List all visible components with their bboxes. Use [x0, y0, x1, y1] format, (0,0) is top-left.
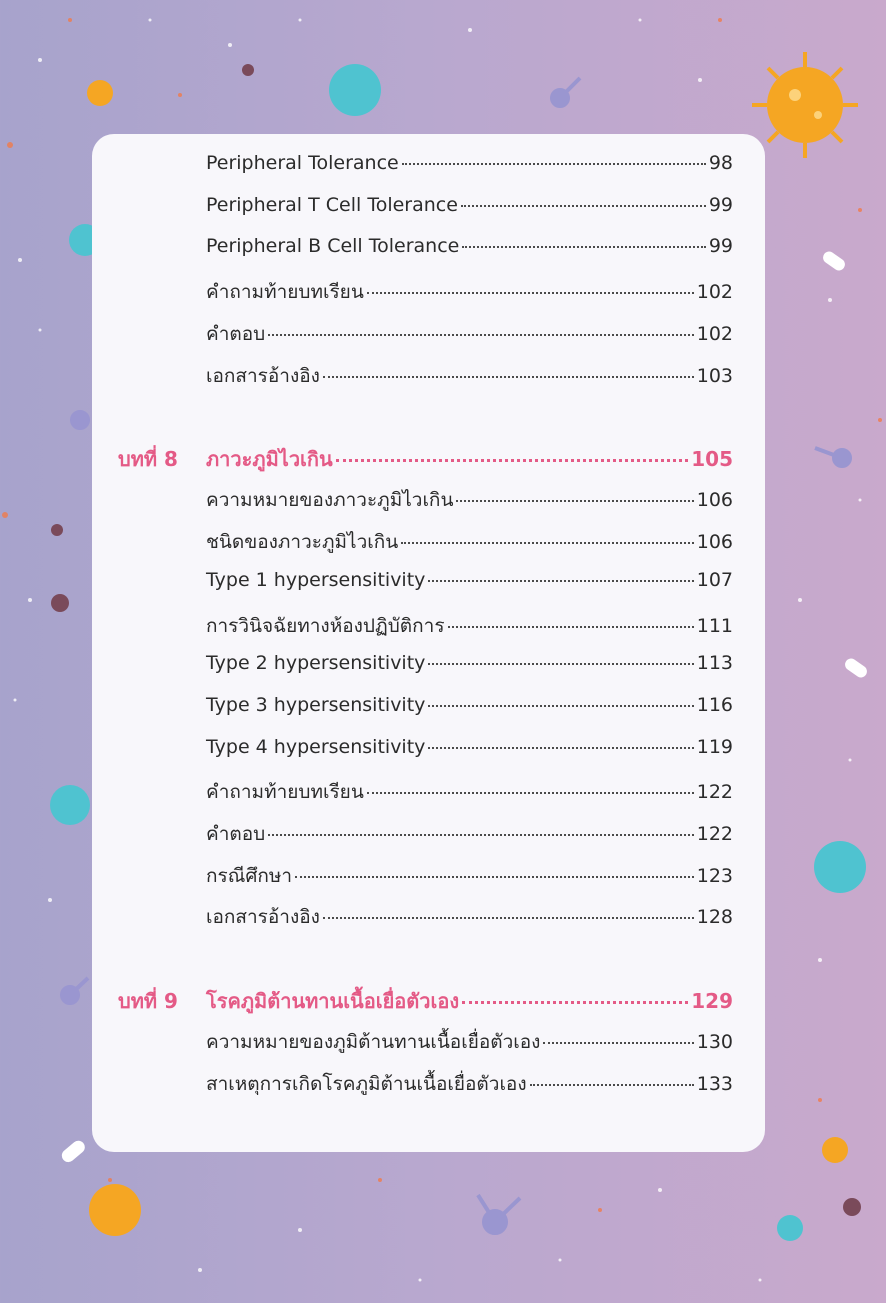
toc-entry-page: 102 — [696, 323, 733, 345]
toc-entry[interactable] — [206, 819, 733, 849]
toc-entry[interactable] — [206, 527, 733, 557]
dot-leader — [461, 205, 706, 207]
toc-entry-page: 99 — [708, 194, 733, 216]
toc-entry[interactable] — [206, 736, 733, 766]
toc-entry-page: 111 — [696, 615, 733, 637]
dot-leader — [448, 626, 694, 628]
toc-entry-label: ความหมายของภูมิต้านทานเนื้อเยื่อตัวเอง — [206, 1031, 541, 1053]
toc-entry-label: ความหมายของภาวะภูมิไวเกิน — [206, 489, 454, 511]
toc-entry-label: เอกสารอ้างอิง — [206, 906, 320, 928]
chapter-page: 105 — [691, 447, 733, 471]
toc-entry-page: 106 — [696, 531, 733, 553]
toc-entry-page: 98 — [708, 152, 733, 174]
toc-entry-page: 123 — [696, 865, 733, 887]
toc-entry-label: Type 1 hypersensitivity — [206, 569, 426, 591]
dot-leader — [456, 500, 693, 502]
toc-entry-label: Peripheral Tolerance — [206, 152, 399, 174]
dot-leader — [462, 1001, 688, 1004]
toc-entry-page: 107 — [696, 569, 733, 591]
chapter-number: บทที่ 9 — [118, 989, 178, 1013]
chapter-heading[interactable] — [206, 443, 733, 473]
dot-leader — [401, 542, 694, 544]
dot-leader — [428, 705, 693, 707]
toc-entry-label: Type 4 hypersensitivity — [206, 736, 426, 758]
virus-icon — [752, 52, 858, 158]
toc-entry[interactable] — [206, 861, 733, 891]
toc-entry-page: 130 — [696, 1031, 733, 1053]
toc-entry-label: Type 2 hypersensitivity — [206, 652, 426, 674]
toc-entry-label: เอกสารอ้างอิง — [206, 365, 320, 387]
toc-entry-label: ชนิดของภาวะภูมิไวเกิน — [206, 531, 399, 553]
toc-entry-page: 113 — [696, 652, 733, 674]
dot-leader — [428, 580, 693, 582]
toc-entry[interactable] — [206, 361, 733, 391]
dot-leader — [367, 792, 694, 794]
chapter-heading[interactable] — [206, 985, 733, 1015]
toc-entry-label: กรณีศึกษา — [206, 865, 293, 887]
dot-leader — [336, 459, 689, 462]
dot-leader — [428, 747, 693, 749]
dot-leader — [295, 876, 694, 878]
toc-entry[interactable] — [206, 694, 733, 724]
toc-entry-label: สาเหตุการเกิดโรคภูมิต้านเนื้อเยื่อตัวเอง — [206, 1073, 527, 1095]
toc-entry[interactable] — [206, 277, 733, 307]
toc-entry-label: Peripheral T Cell Tolerance — [206, 194, 458, 216]
toc-entry[interactable] — [206, 485, 733, 515]
toc-entry[interactable] — [206, 1069, 733, 1099]
toc-entry[interactable] — [206, 235, 733, 265]
toc-entry-label: คำตอบ — [206, 323, 266, 345]
chapter-title: โรคภูมิต้านทานเนื้อเยื่อตัวเอง — [206, 989, 460, 1013]
dot-leader — [530, 1084, 694, 1086]
toc-entry[interactable] — [206, 152, 733, 182]
toc-entry-label: คำตอบ — [206, 823, 266, 845]
toc-entry-page: 122 — [696, 823, 733, 845]
toc-entry-page: 106 — [696, 489, 733, 511]
toc-entry-label: Peripheral B Cell Tolerance — [206, 235, 460, 257]
toc-entry-page: 99 — [708, 235, 733, 257]
chapter-number: บทที่ 8 — [118, 447, 178, 471]
toc-entry-page: 119 — [696, 736, 733, 758]
toc-entry[interactable] — [206, 611, 733, 641]
toc-entry-page: 103 — [696, 365, 733, 387]
dot-leader — [462, 246, 705, 248]
toc-entry-label: Type 3 hypersensitivity — [206, 694, 426, 716]
toc-entry-page: 128 — [696, 906, 733, 928]
toc-entry-page: 133 — [696, 1073, 733, 1095]
toc-entry-label: การวินิจฉัยทางห้องปฏิบัติการ — [206, 615, 445, 637]
toc-entry[interactable] — [206, 569, 733, 599]
dot-leader — [367, 292, 694, 294]
dot-leader — [323, 376, 694, 378]
toc-entry[interactable] — [206, 319, 733, 349]
toc-entry-page: 122 — [696, 781, 733, 803]
toc-entry-label: คำถามท้ายบทเรียน — [206, 781, 364, 803]
dot-leader — [268, 334, 694, 336]
dot-leader — [323, 917, 694, 919]
toc-entry[interactable] — [206, 194, 733, 224]
chapter-page: 129 — [691, 989, 733, 1013]
toc-entry[interactable] — [206, 652, 733, 682]
toc-entry-page: 116 — [696, 694, 733, 716]
dot-leader — [428, 663, 693, 665]
dot-leader — [402, 163, 706, 165]
toc-entry[interactable] — [206, 1027, 733, 1057]
dot-leader — [268, 834, 694, 836]
toc-entry-page: 102 — [696, 281, 733, 303]
dot-leader — [543, 1042, 693, 1044]
chapter-title: ภาวะภูมิไวเกิน — [206, 447, 333, 471]
toc-entry[interactable] — [206, 777, 733, 807]
toc-entry[interactable] — [206, 902, 733, 932]
toc-entry-label: คำถามท้ายบทเรียน — [206, 281, 364, 303]
